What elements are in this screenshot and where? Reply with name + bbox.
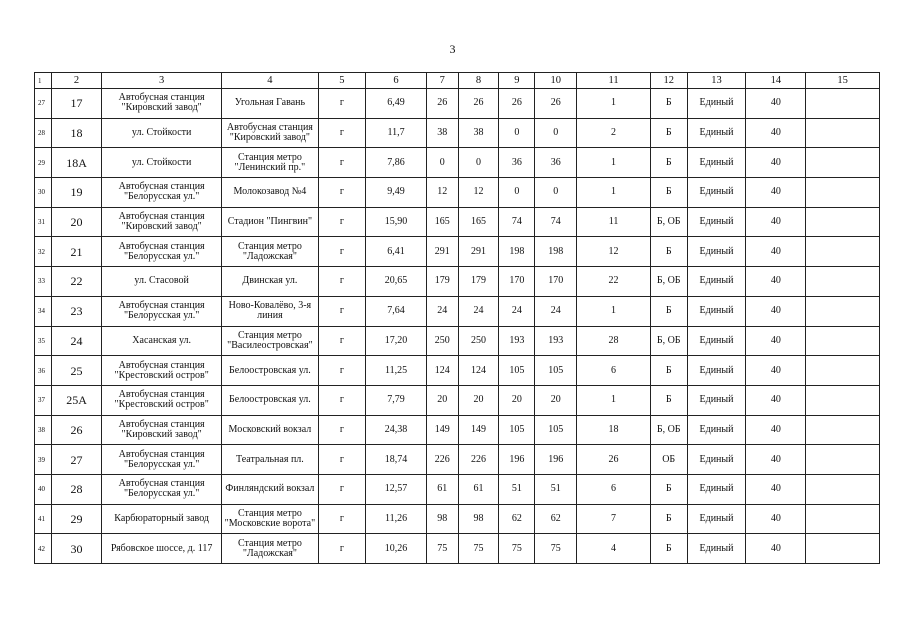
table-cell: 26 (535, 89, 577, 119)
table-cell: 11,26 (366, 504, 427, 534)
table-cell: 196 (535, 445, 577, 475)
table-cell: Станция метро "Ладожская" (222, 534, 319, 564)
table-cell: 4 (577, 534, 651, 564)
table-cell: г (318, 148, 365, 178)
table-cell: г (318, 445, 365, 475)
table-cell (806, 415, 880, 445)
table-cell: 30 (35, 178, 52, 208)
table-cell: 18 (51, 118, 101, 148)
table-cell: 291 (426, 237, 458, 267)
table-cell: 0 (535, 178, 577, 208)
table-cell: Автобусная станция "Белорусская ул." (102, 474, 222, 504)
table-cell (806, 534, 880, 564)
table-cell: Автобусная станция "Кировский завод" (222, 118, 319, 148)
table-cell: Карбюраторный завод (102, 504, 222, 534)
table-cell: 40 (746, 326, 806, 356)
table-cell: Автобусная станция "Кировский завод" (102, 415, 222, 445)
table-cell: Автобусная станция "Кировский завод" (102, 89, 222, 119)
header-row (35, 73, 880, 89)
table-cell: Единый (687, 237, 746, 267)
table-cell: 2 (577, 118, 651, 148)
table-cell: 10,26 (366, 534, 427, 564)
table-cell: 18 (577, 415, 651, 445)
table-cell: Стадион "Пингвин" (222, 207, 319, 237)
table-cell: Единый (687, 89, 746, 119)
table-cell: 149 (426, 415, 458, 445)
table-cell: 74 (535, 207, 577, 237)
table-cell: 26 (426, 89, 458, 119)
table-cell: г (318, 267, 365, 297)
page-number: 3 (449, 42, 456, 56)
table-cell: 6 (577, 474, 651, 504)
table-cell: Б (650, 296, 687, 326)
column-header-8: 8 (458, 73, 499, 89)
table-cell: 40 (35, 474, 52, 504)
table-cell: Единый (687, 385, 746, 415)
table-cell: г (318, 178, 365, 208)
table-cell: 193 (499, 326, 535, 356)
table-cell: Единый (687, 207, 746, 237)
table-cell (806, 118, 880, 148)
table-row (35, 207, 880, 237)
table-row (35, 89, 880, 119)
table-cell: Единый (687, 445, 746, 475)
table-cell: 40 (746, 385, 806, 415)
table-cell: 61 (426, 474, 458, 504)
table-cell: Станция метро "Ленинский пр." (222, 148, 319, 178)
table-cell: 15,90 (366, 207, 427, 237)
table-cell: г (318, 385, 365, 415)
table-cell: 25 (51, 356, 101, 386)
table-cell: 22 (577, 267, 651, 297)
table-cell: 98 (458, 504, 499, 534)
table-cell: Единый (687, 474, 746, 504)
table-cell: ул. Стасовой (102, 267, 222, 297)
table-cell: 24 (535, 296, 577, 326)
table-row (35, 474, 880, 504)
table-cell: г (318, 356, 365, 386)
table-cell: 40 (746, 148, 806, 178)
table-cell: 7,86 (366, 148, 427, 178)
table-cell: Б (650, 474, 687, 504)
table-cell: Автобусная станция "Белорусская ул." (102, 237, 222, 267)
table-cell (806, 445, 880, 475)
table-cell: 0 (426, 148, 458, 178)
table-row (35, 356, 880, 386)
table-cell: 75 (426, 534, 458, 564)
table-cell: 28 (35, 118, 52, 148)
table-cell (806, 237, 880, 267)
table-cell: Б (650, 385, 687, 415)
table-cell: Единый (687, 356, 746, 386)
table-cell: 17,20 (366, 326, 427, 356)
table-cell: 40 (746, 118, 806, 148)
table-cell: г (318, 89, 365, 119)
table-cell: ОБ (650, 445, 687, 475)
table-cell: 105 (499, 415, 535, 445)
column-header-4: 4 (222, 73, 319, 89)
table-cell: Театральная пл. (222, 445, 319, 475)
table-cell: 250 (426, 326, 458, 356)
table-cell: 40 (746, 237, 806, 267)
table-cell: Единый (687, 296, 746, 326)
table-cell: Единый (687, 326, 746, 356)
table-row (35, 326, 880, 356)
table-cell: г (318, 534, 365, 564)
table-cell: 11,25 (366, 356, 427, 386)
table-cell: 27 (51, 445, 101, 475)
table-cell: 40 (746, 474, 806, 504)
table-cell: 20 (458, 385, 499, 415)
table-cell (806, 326, 880, 356)
table-cell: г (318, 296, 365, 326)
table-cell: 6,41 (366, 237, 427, 267)
table-cell: 7,79 (366, 385, 427, 415)
table-cell: 11 (577, 207, 651, 237)
table-cell: 18,74 (366, 445, 427, 475)
column-header-7: 7 (426, 73, 458, 89)
table-cell: 26 (458, 89, 499, 119)
table-cell: Автобусная станция "Белорусская ул." (102, 445, 222, 475)
table-cell: г (318, 237, 365, 267)
table-cell: 226 (458, 445, 499, 475)
table-cell: 0 (499, 178, 535, 208)
table-cell: 75 (458, 534, 499, 564)
table-row (35, 415, 880, 445)
table-row (35, 237, 880, 267)
table-cell: 105 (535, 356, 577, 386)
table-cell: 291 (458, 237, 499, 267)
table-cell: 1 (577, 89, 651, 119)
table-row (35, 504, 880, 534)
table-cell: Единый (687, 118, 746, 148)
table-cell: 0 (499, 118, 535, 148)
table-cell (806, 504, 880, 534)
table-cell: 20 (499, 385, 535, 415)
table-cell: 165 (458, 207, 499, 237)
table-cell: Автобусная станция "Крестовский остров" (102, 385, 222, 415)
table-cell: 1 (577, 178, 651, 208)
table-cell: 25А (51, 385, 101, 415)
table-cell: 62 (535, 504, 577, 534)
table-cell: 9,49 (366, 178, 427, 208)
table-cell: 74 (499, 207, 535, 237)
table-cell: г (318, 415, 365, 445)
table-cell: 40 (746, 356, 806, 386)
table-cell: 105 (499, 356, 535, 386)
table-cell (806, 178, 880, 208)
table-cell: Б (650, 178, 687, 208)
table-cell: Б, ОБ (650, 415, 687, 445)
table-cell: г (318, 504, 365, 534)
table-cell: Единый (687, 504, 746, 534)
table-cell (806, 148, 880, 178)
table-cell: Б (650, 356, 687, 386)
table-cell: 17 (51, 89, 101, 119)
table-cell: 24,38 (366, 415, 427, 445)
table-cell: 42 (35, 534, 52, 564)
table-cell: Белоостровская ул. (222, 356, 319, 386)
table-cell: Двинская ул. (222, 267, 319, 297)
table-cell: 7 (577, 504, 651, 534)
table-cell: 31 (35, 207, 52, 237)
table-cell: г (318, 207, 365, 237)
table-cell: 28 (51, 474, 101, 504)
table-cell: 26 (577, 445, 651, 475)
table-cell (806, 356, 880, 386)
table-cell: 51 (499, 474, 535, 504)
table-cell: 1 (577, 385, 651, 415)
table-cell: 40 (746, 89, 806, 119)
table-cell (806, 207, 880, 237)
table-cell: 24 (426, 296, 458, 326)
table-cell: 40 (746, 445, 806, 475)
table-cell: Б, ОБ (650, 326, 687, 356)
table-cell: 20 (535, 385, 577, 415)
table-cell: г (318, 326, 365, 356)
table-cell: 34 (35, 296, 52, 326)
column-header-9: 9 (499, 73, 535, 89)
table-cell: 26 (499, 89, 535, 119)
table-cell: 40 (746, 534, 806, 564)
table-cell: Станция метро "Московские ворота" (222, 504, 319, 534)
table-cell: 40 (746, 207, 806, 237)
table-cell: Угольная Гавань (222, 89, 319, 119)
table-cell: 22 (51, 267, 101, 297)
table-cell (806, 89, 880, 119)
table-cell: Московский вокзал (222, 415, 319, 445)
table-cell: Б (650, 89, 687, 119)
column-header-12: 12 (650, 73, 687, 89)
table-cell: 28 (577, 326, 651, 356)
routes-table (34, 72, 880, 564)
table-row (35, 385, 880, 415)
table-cell: Ново-Ковалёво, 3-я линия (222, 296, 319, 326)
table-cell: Белоостровская ул. (222, 385, 319, 415)
table-cell (806, 267, 880, 297)
table-cell: Рябовское шоссе, д. 117 (102, 534, 222, 564)
table-cell: 20 (426, 385, 458, 415)
table-cell: 61 (458, 474, 499, 504)
table-cell: Б, ОБ (650, 207, 687, 237)
table-cell: Единый (687, 415, 746, 445)
table-cell: 62 (499, 504, 535, 534)
table-cell: 40 (746, 504, 806, 534)
table-cell: 12,57 (366, 474, 427, 504)
table-cell: Единый (687, 534, 746, 564)
table-row (35, 267, 880, 297)
table-cell: 12 (426, 178, 458, 208)
table-cell: 24 (458, 296, 499, 326)
table-cell: 226 (426, 445, 458, 475)
table-cell: Автобусная станция "Кировский завод" (102, 207, 222, 237)
table-cell: 196 (499, 445, 535, 475)
table-cell: Автобусная станция "Белорусская ул." (102, 178, 222, 208)
table-cell: 40 (746, 415, 806, 445)
table-cell: 41 (35, 504, 52, 534)
table-cell: 38 (426, 118, 458, 148)
column-header-2: 2 (51, 73, 101, 89)
table-cell: 0 (535, 118, 577, 148)
table-cell: 179 (458, 267, 499, 297)
column-header-14: 14 (746, 73, 806, 89)
table-row (35, 178, 880, 208)
table-cell: Б (650, 148, 687, 178)
table-cell: Станция метро "Василеостровская" (222, 326, 319, 356)
table-row (35, 118, 880, 148)
table-cell: 124 (426, 356, 458, 386)
table-cell: 250 (458, 326, 499, 356)
table-cell (806, 474, 880, 504)
table-cell: 51 (535, 474, 577, 504)
table-cell: 26 (51, 415, 101, 445)
table-cell: Б (650, 237, 687, 267)
table-cell: 20 (51, 207, 101, 237)
column-header-15: 15 (806, 73, 880, 89)
table-cell: 0 (458, 148, 499, 178)
table-cell: 11,7 (366, 118, 427, 148)
table-cell (806, 385, 880, 415)
table-cell: 1 (577, 148, 651, 178)
table-cell: 40 (746, 178, 806, 208)
table-cell: Б, ОБ (650, 267, 687, 297)
table-cell: Б (650, 504, 687, 534)
table-cell: 75 (535, 534, 577, 564)
table-cell: 30 (51, 534, 101, 564)
table-cell: 39 (35, 445, 52, 475)
column-header-13: 13 (687, 73, 746, 89)
table-cell: 36 (535, 148, 577, 178)
table-cell: Единый (687, 178, 746, 208)
table-cell: Автобусная станция "Белорусская ул." (102, 296, 222, 326)
table-cell: 170 (499, 267, 535, 297)
table-cell: Единый (687, 148, 746, 178)
table-cell: 12 (458, 178, 499, 208)
table-cell: 7,64 (366, 296, 427, 326)
column-header-3: 3 (102, 73, 222, 89)
table-cell: Станция метро "Ладожская" (222, 237, 319, 267)
table-cell: Автобусная станция "Крестовский остров" (102, 356, 222, 386)
column-header-6: 6 (366, 73, 427, 89)
table-cell: Финляндский вокзал (222, 474, 319, 504)
table-cell: г (318, 118, 365, 148)
table-row (35, 148, 880, 178)
table-cell: 149 (458, 415, 499, 445)
table-cell: 20,65 (366, 267, 427, 297)
table-cell: 12 (577, 237, 651, 267)
table-cell: 18А (51, 148, 101, 178)
table-cell: 198 (499, 237, 535, 267)
table-cell: ул. Стойкости (102, 148, 222, 178)
table-cell: г (318, 474, 365, 504)
table-cell (806, 296, 880, 326)
table-cell: 1 (577, 296, 651, 326)
table-cell: 165 (426, 207, 458, 237)
table-cell: ул. Стойкости (102, 118, 222, 148)
table-cell: 170 (535, 267, 577, 297)
column-header-10: 10 (535, 73, 577, 89)
column-header-11: 11 (577, 73, 651, 89)
table-cell: Единый (687, 267, 746, 297)
table-cell: Хасанская ул. (102, 326, 222, 356)
table-cell: 24 (51, 326, 101, 356)
table-cell: 38 (458, 118, 499, 148)
table-cell: 6 (577, 356, 651, 386)
table-cell: 6,49 (366, 89, 427, 119)
table-cell: 36 (499, 148, 535, 178)
column-header-1: 1 (35, 73, 52, 89)
table-cell: 37 (35, 385, 52, 415)
table-cell: 27 (35, 89, 52, 119)
table-cell: Б (650, 118, 687, 148)
table-cell: 23 (51, 296, 101, 326)
table-cell: 35 (35, 326, 52, 356)
table-cell: 40 (746, 296, 806, 326)
table-cell: 40 (746, 267, 806, 297)
table-cell: 33 (35, 267, 52, 297)
table-cell: 179 (426, 267, 458, 297)
table-cell: 38 (35, 415, 52, 445)
table-cell: Б (650, 534, 687, 564)
table-cell: 98 (426, 504, 458, 534)
table-cell: 198 (535, 237, 577, 267)
table-cell: 19 (51, 178, 101, 208)
table-row (35, 534, 880, 564)
column-header-5: 5 (318, 73, 365, 89)
table-cell: 24 (499, 296, 535, 326)
table-cell: 32 (35, 237, 52, 267)
table-cell: 29 (35, 148, 52, 178)
table-cell: 29 (51, 504, 101, 534)
table-cell: 75 (499, 534, 535, 564)
table-row (35, 296, 880, 326)
table-cell: 124 (458, 356, 499, 386)
table-cell: 193 (535, 326, 577, 356)
table-cell: 36 (35, 356, 52, 386)
table-cell: 105 (535, 415, 577, 445)
table-cell: 21 (51, 237, 101, 267)
table-cell: Молокозавод №4 (222, 178, 319, 208)
table-row (35, 445, 880, 475)
